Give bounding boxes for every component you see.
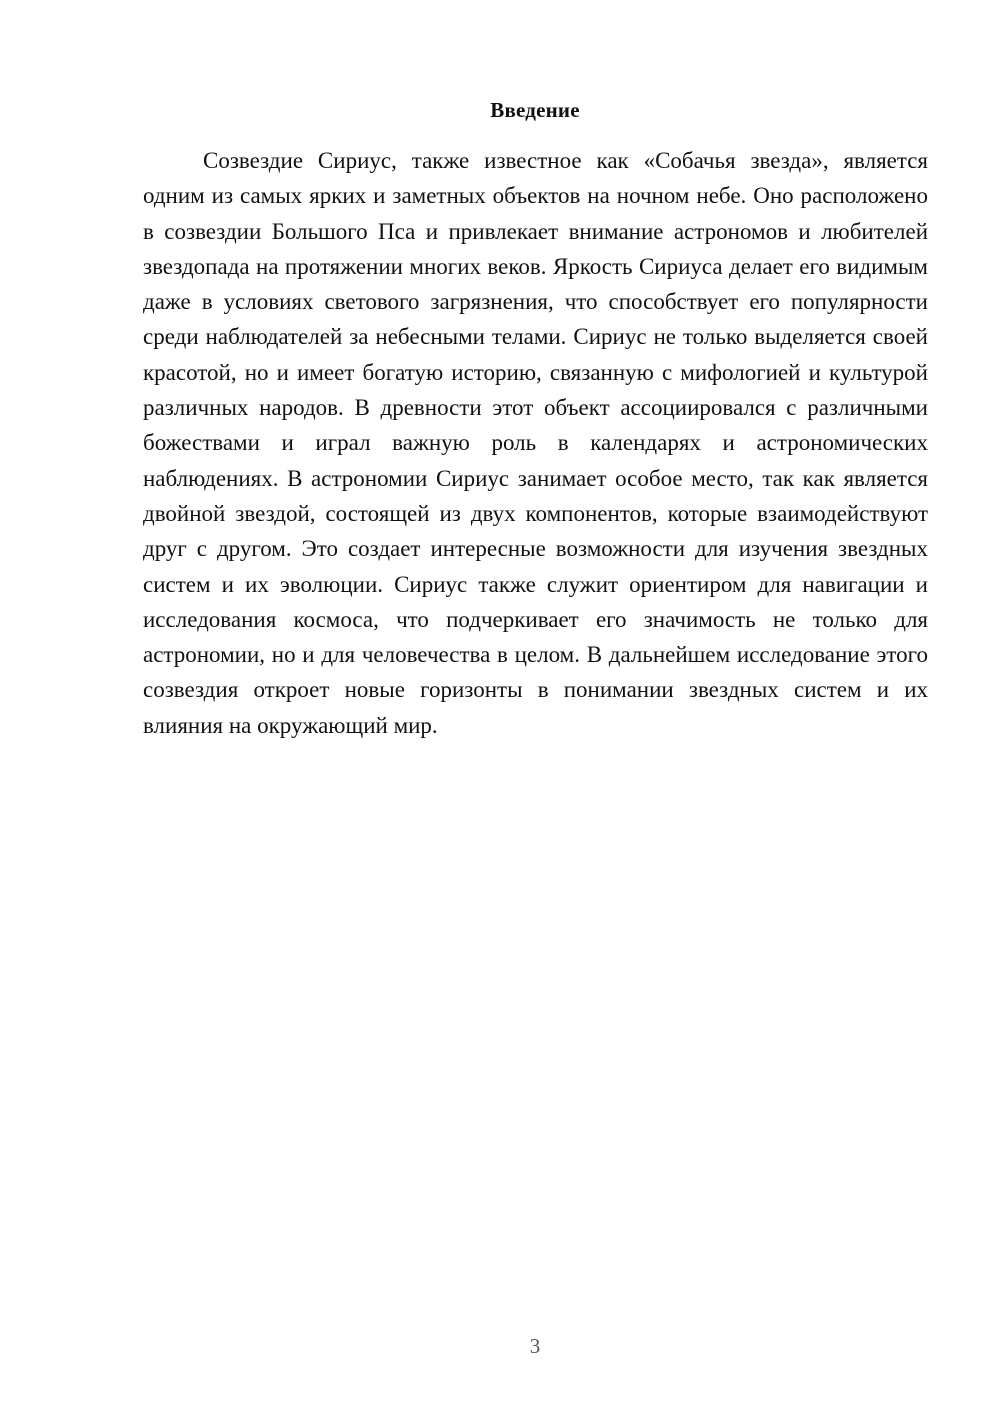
section-title: Введение [490,98,580,122]
body-paragraph: Созвездие Сириус, также известное как «Собачья звезда», является одним из самых ярких и заметных объектов на ночном небе. Оно расположено в созвездии Большого Пса и привлекает внимание астрономов и любителей звездопада на протяжении многих веков. Яркость Сириуса делает его видимым даже в условиях светового загрязнения, что способствует его популярности среди наблюдателей за небесными телами. Сириус не только выделяется своей красотой, но и имеет богатую историю, связанную с мифологией и культурой различных народов. В древности этот объект ассоциировался с различными божествами и играл важную роль в календарях и астрономических наблюдениях. В астрономии Сириус занимает особое место, так как является двойной звездой, состоящей из двух компонентов, которые взаимодействуют друг с другом. Это создает интересные возможности для изучения звездных систем и их эволюции. Сириус также служит ориентиром для навигации и исследования космоса, что подчеркивает его значимость не только для астрономии, но и для человечества в целом. В дальнейшем исследование этого созвездия откроет новые горизонты в понимании звездных систем и их влияния на окружающий мир. [143,148,928,738]
page-number: 3 [529,1334,541,1358]
